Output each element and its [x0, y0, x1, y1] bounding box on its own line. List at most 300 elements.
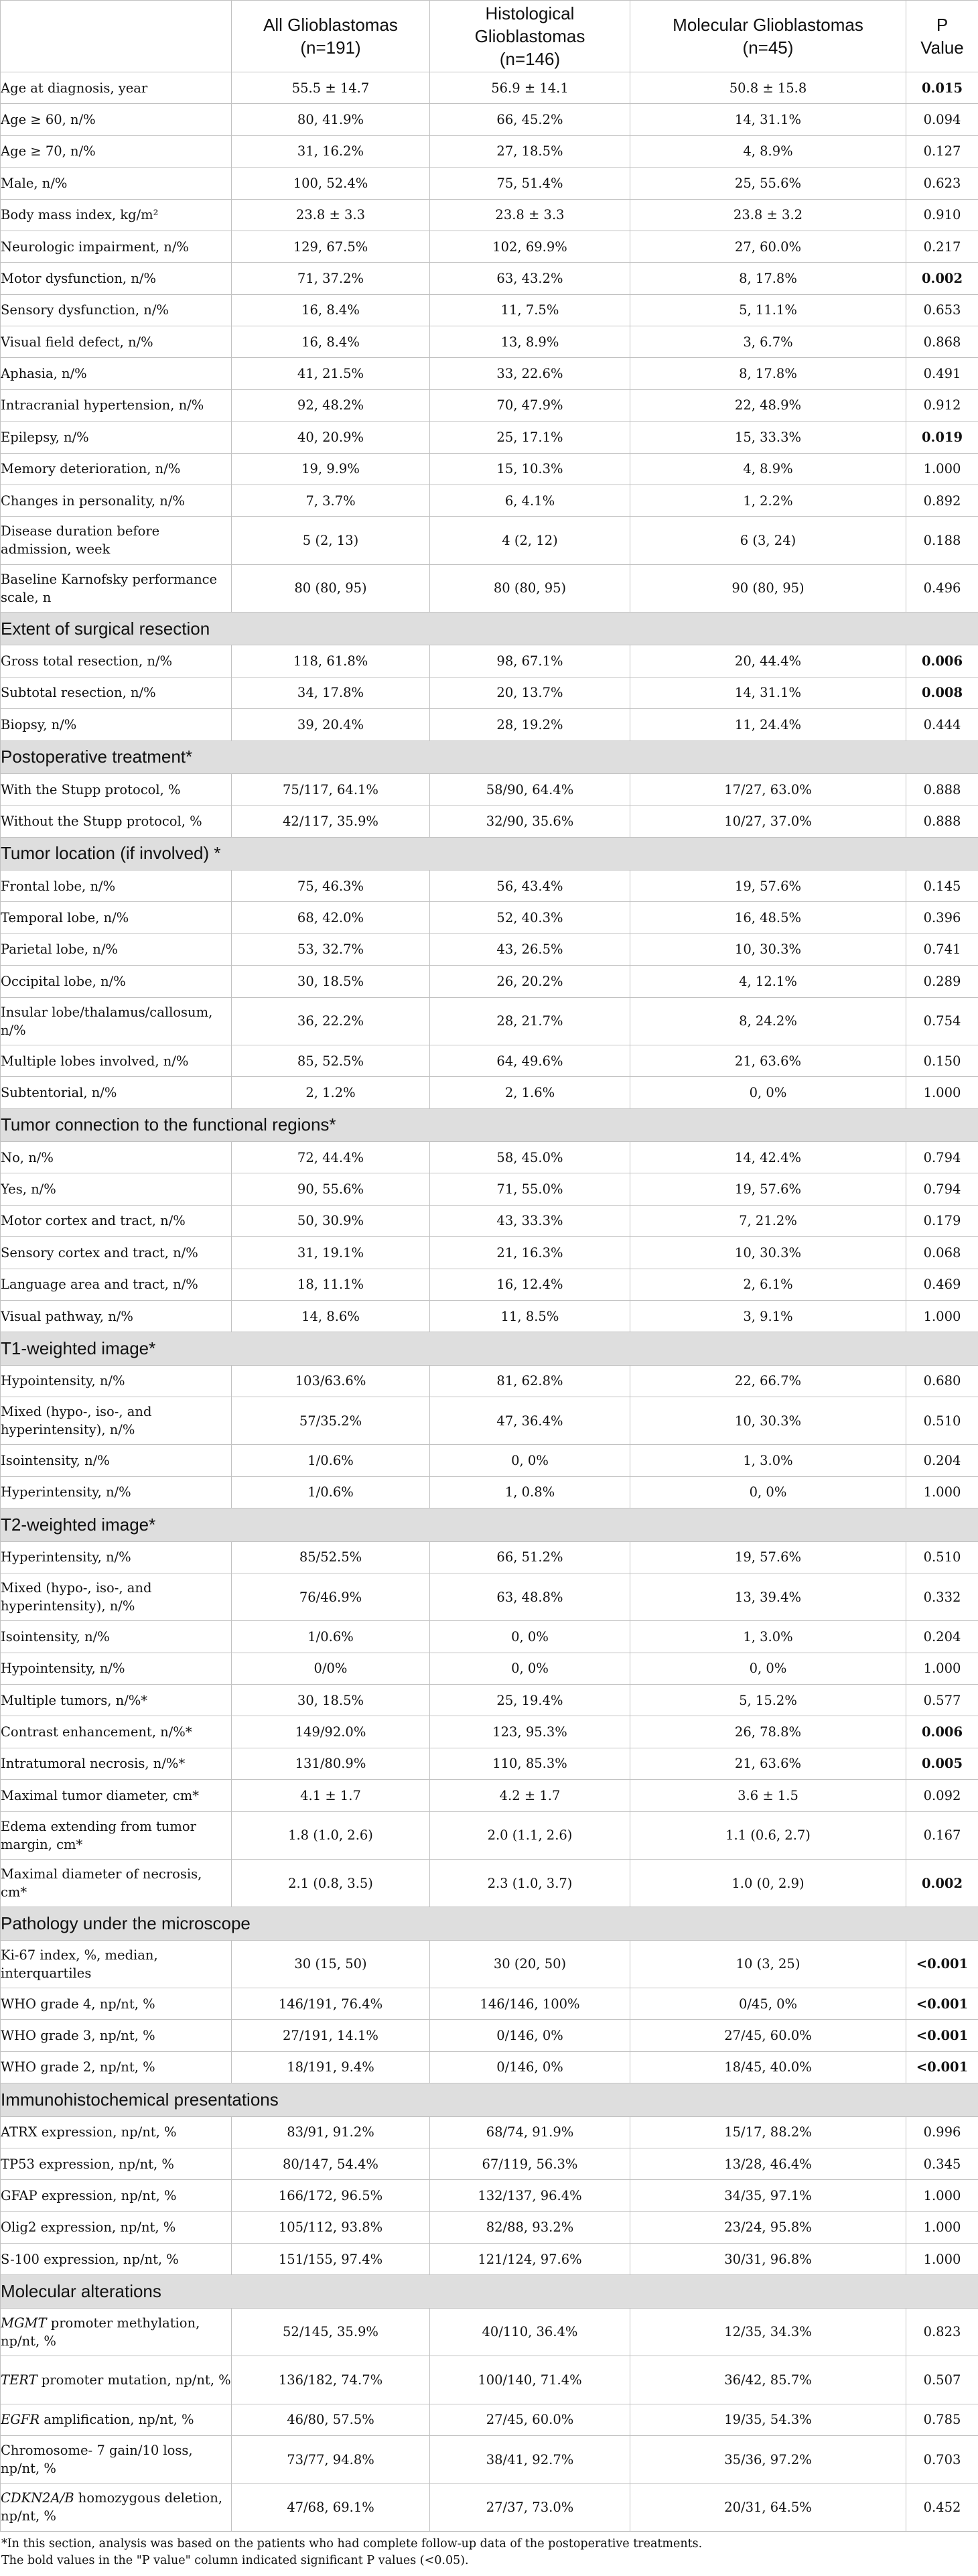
- row-label-cell: [1, 1621, 232, 1653]
- value-histological: 26, 20.2%: [430, 966, 630, 997]
- section-title: Extent of surgical resection: [1, 613, 978, 645]
- header-p-line2: Value: [920, 38, 964, 58]
- value-molecular: 15, 33.3%: [630, 422, 906, 453]
- value-all: 80/147, 54.4%: [232, 2148, 430, 2179]
- table-row: [1, 104, 978, 135]
- table-row: [1, 1716, 978, 1748]
- table-row: [1, 135, 978, 167]
- row-label: Neurologic impairment, n/%: [1, 239, 189, 255]
- p-value: 0.892: [906, 485, 978, 516]
- table-row: [1, 2308, 978, 2356]
- row-label-cell: [1, 2308, 232, 2356]
- row-label: With the Stupp protocol, %: [1, 781, 181, 797]
- value-histological: 30 (20, 50): [430, 1940, 630, 1988]
- row-label: Motor cortex and tract, n/%: [1, 1213, 186, 1229]
- value-molecular: 7, 21.2%: [630, 1205, 906, 1236]
- gene-name: EGFR: [1, 2412, 40, 2428]
- p-value: 0.204: [906, 1445, 978, 1476]
- table-row: [1, 1237, 978, 1269]
- section-title: Molecular alterations: [1, 2275, 978, 2308]
- table-row: [1, 966, 978, 997]
- value-molecular: 4, 8.9%: [630, 453, 906, 485]
- row-label-cell: [1, 1940, 232, 1988]
- value-histological: 82/88, 93.2%: [430, 2211, 630, 2243]
- value-molecular: 10/27, 37.0%: [630, 806, 906, 837]
- table-row: [1, 1300, 978, 1332]
- value-histological: 38/41, 92.7%: [430, 2435, 630, 2483]
- value-histological: 13, 8.9%: [430, 326, 630, 358]
- p-value: 0.145: [906, 871, 978, 902]
- row-label-cell: [1, 1859, 232, 1907]
- row-label: Subtotal resection, n/%: [1, 685, 156, 701]
- row-label-cell: [1, 2356, 232, 2404]
- value-molecular: 10, 30.3%: [630, 1397, 906, 1445]
- value-molecular: 10, 30.3%: [630, 933, 906, 965]
- table-row: [1, 709, 978, 740]
- section-title: Tumor location (if involved) *: [1, 837, 978, 870]
- table-row: [1, 358, 978, 389]
- table-row: [1, 677, 978, 708]
- table-row: [1, 1269, 978, 1300]
- value-all: 18, 11.1%: [232, 1269, 430, 1300]
- p-value: 0.491: [906, 358, 978, 389]
- row-label: Biopsy, n/%: [1, 716, 77, 732]
- section-header-row: [1, 1108, 978, 1141]
- row-label: Hyperintensity, n/%: [1, 1484, 131, 1500]
- p-value: 0.188: [906, 517, 978, 564]
- value-molecular: 21, 63.6%: [630, 1045, 906, 1076]
- section-header-row: [1, 2083, 978, 2116]
- section-header-row: [1, 1907, 978, 1940]
- row-label: Hyperintensity, n/%: [1, 1549, 131, 1565]
- table-row: [1, 2484, 978, 2531]
- section-header-row: [1, 1332, 978, 1365]
- row-label-cell: [1, 806, 232, 837]
- row-label-cell: [1, 1811, 232, 1859]
- value-all: 118, 61.8%: [232, 645, 430, 677]
- p-value: 0.794: [906, 1173, 978, 1205]
- table-row: [1, 1573, 978, 1620]
- row-label-cell: [1, 709, 232, 740]
- value-all: 19, 9.9%: [232, 453, 430, 485]
- p-value: 0.002: [906, 1859, 978, 1907]
- value-molecular: 0, 0%: [630, 1653, 906, 1684]
- value-all: 53, 32.7%: [232, 933, 430, 965]
- value-histological: 56.9 ± 14.1: [430, 72, 630, 104]
- row-label: Subtentorial, n/%: [1, 1084, 117, 1100]
- table-row: [1, 453, 978, 485]
- p-value: 0.008: [906, 677, 978, 708]
- row-label: Epilepsy, n/%: [1, 429, 89, 445]
- row-label-cell: [1, 135, 232, 167]
- p-value: 0.289: [906, 966, 978, 997]
- row-label: Mixed (hypo-, iso-, and hyperintensity), n/%: [1, 1404, 152, 1438]
- value-histological: 58/90, 64.4%: [430, 773, 630, 805]
- section-title: T1-weighted image*: [1, 1332, 978, 1365]
- row-label-cell: [1, 1269, 232, 1300]
- p-value: 0.510: [906, 1541, 978, 1573]
- value-molecular: 50.8 ± 15.8: [630, 72, 906, 104]
- value-histological: 121/124, 97.6%: [430, 2244, 630, 2275]
- section-title: Immunohistochemical presentations: [1, 2083, 978, 2116]
- value-molecular: 3.6 ± 1.5: [630, 1780, 906, 1811]
- row-label-cell: [1, 677, 232, 708]
- header-hist-count: (n=146): [499, 49, 561, 69]
- row-label: Maximal diameter of necrosis, cm*: [1, 1866, 202, 1901]
- table-row: [1, 1748, 978, 1779]
- row-label-cell: [1, 199, 232, 231]
- table-row: [1, 294, 978, 326]
- value-histological: 100/140, 71.4%: [430, 2356, 630, 2404]
- table-row: [1, 2244, 978, 2275]
- header-all-title: All Glioblastomas: [263, 15, 398, 35]
- footnote-postoperative: *In this section, analysis was based on the patients who had complete follow-up data of the postoperative treatments.: [1, 2536, 703, 2551]
- table-header-row: [1, 1, 978, 72]
- p-value: 1.000: [906, 1653, 978, 1684]
- p-value: 0.150: [906, 1045, 978, 1076]
- value-all: 103/63.6%: [232, 1365, 430, 1397]
- p-value: 0.703: [906, 2435, 978, 2483]
- value-histological: 110, 85.3%: [430, 1748, 630, 1779]
- table-row: [1, 902, 978, 933]
- value-all: 40, 20.9%: [232, 422, 430, 453]
- value-all: 75/117, 64.1%: [232, 773, 430, 805]
- row-label-cell: [1, 1173, 232, 1205]
- value-histological: 63, 48.8%: [430, 1573, 630, 1620]
- p-value: 0.510: [906, 1397, 978, 1445]
- row-label: Age ≥ 70, n/%: [1, 143, 96, 159]
- value-histological: 70, 47.9%: [430, 389, 630, 421]
- row-label: Frontal lobe, n/%: [1, 878, 116, 894]
- row-label: Age ≥ 60, n/%: [1, 112, 96, 128]
- row-label-cell: [1, 168, 232, 199]
- table-row: [1, 231, 978, 262]
- value-all: 105/112, 93.8%: [232, 2211, 430, 2243]
- value-histological: 27/37, 73.0%: [430, 2484, 630, 2531]
- value-molecular: 22, 66.7%: [630, 1365, 906, 1397]
- row-label: Intratumoral necrosis, n/%*: [1, 1756, 186, 1772]
- value-all: 85, 52.5%: [232, 1045, 430, 1076]
- table-row: [1, 997, 978, 1045]
- table-row: [1, 2435, 978, 2483]
- row-label: ATRX expression, np/nt, %: [1, 2124, 177, 2140]
- section-header-row: [1, 837, 978, 870]
- value-all: 14, 8.6%: [232, 1300, 430, 1332]
- row-label-cell: [1, 485, 232, 516]
- row-label-cell: [1, 2180, 232, 2211]
- p-value: 0.469: [906, 1269, 978, 1300]
- value-all: 68, 42.0%: [232, 902, 430, 933]
- value-all: 31, 19.1%: [232, 1237, 430, 1269]
- p-value: 0.577: [906, 1685, 978, 1716]
- table-row: [1, 2180, 978, 2211]
- section-title: Postoperative treatment*: [1, 740, 978, 773]
- value-histological: 33, 22.6%: [430, 358, 630, 389]
- header-molecular-glioblastomas: [630, 1, 906, 72]
- row-label-cell: [1, 104, 232, 135]
- table-row: [1, 1077, 978, 1108]
- value-all: 7, 3.7%: [232, 485, 430, 516]
- row-label: WHO grade 2, np/nt, %: [1, 2059, 155, 2075]
- value-all: 151/155, 97.4%: [232, 2244, 430, 2275]
- value-all: 1/0.6%: [232, 1445, 430, 1476]
- value-molecular: 4, 12.1%: [630, 966, 906, 997]
- row-label-cell: [1, 1397, 232, 1445]
- value-all: 18/191, 9.4%: [232, 2051, 430, 2083]
- table-row: [1, 773, 978, 805]
- value-molecular: 34/35, 97.1%: [630, 2180, 906, 2211]
- table-row: [1, 199, 978, 231]
- row-label-cell: [1, 1365, 232, 1397]
- row-label: Disease duration before admission, week: [1, 523, 160, 558]
- table-body: [1, 72, 978, 2532]
- value-histological: 43, 33.3%: [430, 1205, 630, 1236]
- value-all: 136/182, 74.7%: [232, 2356, 430, 2404]
- value-molecular: 1, 2.2%: [630, 485, 906, 516]
- value-histological: 20, 13.7%: [430, 677, 630, 708]
- p-value: 0.653: [906, 294, 978, 326]
- header-characteristic: [1, 1, 232, 72]
- table-row: [1, 2020, 978, 2051]
- value-molecular: 19, 57.6%: [630, 1173, 906, 1205]
- row-label: homozygous deletion, np/nt, %: [1, 2490, 222, 2524]
- row-label-cell: [1, 564, 232, 612]
- p-value: 0.015: [906, 72, 978, 104]
- table-row: [1, 1205, 978, 1236]
- row-label-cell: [1, 1685, 232, 1716]
- row-label: Chromosome- 7 gain/10 loss, np/nt, %: [1, 2443, 193, 2477]
- table-row: [1, 1445, 978, 1476]
- p-value: 1.000: [906, 1476, 978, 1508]
- value-histological: 32/90, 35.6%: [430, 806, 630, 837]
- p-value: 0.623: [906, 168, 978, 199]
- value-all: 39, 20.4%: [232, 709, 430, 740]
- value-all: 30 (15, 50): [232, 1940, 430, 1988]
- row-label: Occipital lobe, n/%: [1, 973, 126, 989]
- row-label: Hypointensity, n/%: [1, 1661, 125, 1677]
- p-value: 0.888: [906, 773, 978, 805]
- table-row: [1, 2356, 978, 2404]
- p-value: 0.345: [906, 2148, 978, 2179]
- table-row: [1, 1541, 978, 1573]
- table-row: [1, 1397, 978, 1445]
- row-label-cell: [1, 2148, 232, 2179]
- value-all: 146/191, 76.4%: [232, 1988, 430, 2020]
- p-value: 1.000: [906, 1300, 978, 1332]
- row-label-cell: [1, 2116, 232, 2148]
- row-label: GFAP expression, np/nt, %: [1, 2187, 177, 2203]
- row-label: Visual pathway, n/%: [1, 1308, 133, 1324]
- p-value: 0.507: [906, 2356, 978, 2404]
- row-label: Mixed (hypo-, iso-, and hyperintensity), n/%: [1, 1580, 152, 1614]
- value-all: 4.1 ± 1.7: [232, 1780, 430, 1811]
- table-row: [1, 1653, 978, 1684]
- value-molecular: 30/31, 96.8%: [630, 2244, 906, 2275]
- value-histological: 67/119, 56.3%: [430, 2148, 630, 2179]
- table-row: [1, 1811, 978, 1859]
- value-all: 42/117, 35.9%: [232, 806, 430, 837]
- value-histological: 132/137, 96.4%: [430, 2180, 630, 2211]
- p-value: 0.888: [906, 806, 978, 837]
- value-molecular: 8, 24.2%: [630, 997, 906, 1045]
- value-histological: 1, 0.8%: [430, 1476, 630, 1508]
- row-label-cell: [1, 645, 232, 677]
- header-p-line1: P: [936, 15, 949, 35]
- p-value: 0.396: [906, 902, 978, 933]
- table-row: [1, 1365, 978, 1397]
- value-molecular: 23/24, 95.8%: [630, 2211, 906, 2243]
- value-molecular: 90 (80, 95): [630, 564, 906, 612]
- p-value: 0.204: [906, 1621, 978, 1653]
- p-value: 0.823: [906, 2308, 978, 2356]
- row-label: Aphasia, n/%: [1, 366, 87, 382]
- value-molecular: 1.0 (0, 2.9): [630, 1859, 906, 1907]
- value-histological: 25, 17.1%: [430, 422, 630, 453]
- value-all: 34, 17.8%: [232, 677, 430, 708]
- section-header-row: [1, 1508, 978, 1541]
- gene-name: TERT: [1, 2372, 38, 2388]
- value-histological: 71, 55.0%: [430, 1173, 630, 1205]
- value-molecular: 0, 0%: [630, 1077, 906, 1108]
- row-label: Yes, n/%: [1, 1181, 56, 1198]
- table-row: [1, 1780, 978, 1811]
- value-histological: 28, 19.2%: [430, 709, 630, 740]
- row-label: Contrast enhancement, n/%*: [1, 1724, 192, 1740]
- value-all: 2, 1.2%: [232, 1077, 430, 1108]
- value-all: 47/68, 69.1%: [232, 2484, 430, 2531]
- row-label: Maximal tumor diameter, cm*: [1, 1787, 200, 1803]
- row-label-cell: [1, 2404, 232, 2435]
- row-label: Isointensity, n/%: [1, 1453, 110, 1469]
- value-histological: 66, 51.2%: [430, 1541, 630, 1573]
- value-molecular: 14, 31.1%: [630, 104, 906, 135]
- value-all: 83/91, 91.2%: [232, 2116, 430, 2148]
- section-title: T2-weighted image*: [1, 1508, 978, 1541]
- p-value: 0.332: [906, 1573, 978, 1620]
- value-molecular: 26, 78.8%: [630, 1716, 906, 1748]
- value-all: 5 (2, 13): [232, 517, 430, 564]
- header-mol-count: (n=45): [742, 38, 794, 58]
- p-value: 0.910: [906, 199, 978, 231]
- value-molecular: 19, 57.6%: [630, 871, 906, 902]
- value-all: 52/145, 35.9%: [232, 2308, 430, 2356]
- value-histological: 21, 16.3%: [430, 1237, 630, 1269]
- gene-name: CDKN2A/B: [1, 2490, 74, 2506]
- value-molecular: 5, 15.2%: [630, 1685, 906, 1716]
- value-histological: 11, 8.5%: [430, 1300, 630, 1332]
- gene-name: MGMT: [1, 2315, 47, 2331]
- row-label: TP53 expression, np/nt, %: [1, 2156, 174, 2172]
- value-all: 36, 22.2%: [232, 997, 430, 1045]
- value-molecular: 5, 11.1%: [630, 294, 906, 326]
- row-label: Intracranial hypertension, n/%: [1, 397, 204, 413]
- row-label-cell: [1, 2211, 232, 2243]
- value-molecular: 1.1 (0.6, 2.7): [630, 1811, 906, 1859]
- value-molecular: 8, 17.8%: [630, 263, 906, 294]
- value-histological: 102, 69.9%: [430, 231, 630, 262]
- table-row: [1, 2148, 978, 2179]
- row-label-cell: [1, 263, 232, 294]
- p-value: 0.217: [906, 231, 978, 262]
- row-label: Olig2 expression, np/nt, %: [1, 2219, 176, 2236]
- value-histological: 27/45, 60.0%: [430, 2404, 630, 2435]
- table-row: [1, 517, 978, 564]
- row-label-cell: [1, 2051, 232, 2083]
- row-label: Insular lobe/thalamus/callosum, n/%: [1, 1004, 213, 1038]
- value-histological: 47, 36.4%: [430, 1397, 630, 1445]
- value-histological: 15, 10.3%: [430, 453, 630, 485]
- p-value: 0.912: [906, 389, 978, 421]
- value-molecular: 1, 3.0%: [630, 1621, 906, 1653]
- row-label-cell: [1, 1045, 232, 1076]
- row-label: Age at diagnosis, year: [1, 80, 148, 96]
- table-row: [1, 168, 978, 199]
- value-molecular: 27/45, 60.0%: [630, 2020, 906, 2051]
- value-molecular: 10, 30.3%: [630, 1237, 906, 1269]
- value-all: 46/80, 57.5%: [232, 2404, 430, 2435]
- footnote-bold-values: The bold values in the "P value" column indicated significant P values (<0.05).: [1, 2553, 469, 2567]
- table-row: [1, 645, 978, 677]
- row-label: Without the Stupp protocol, %: [1, 813, 202, 829]
- value-all: 23.8 ± 3.3: [232, 199, 430, 231]
- table-row: [1, 326, 978, 358]
- row-label-cell: [1, 2435, 232, 2483]
- value-all: 30, 18.5%: [232, 966, 430, 997]
- row-label: promoter mutation, np/nt, %: [41, 2372, 231, 2388]
- value-molecular: 20, 44.4%: [630, 645, 906, 677]
- value-molecular: 0/45, 0%: [630, 1988, 906, 2020]
- p-value: 0.785: [906, 2404, 978, 2435]
- value-histological: 2.3 (1.0, 3.7): [430, 1859, 630, 1907]
- value-all: 41, 21.5%: [232, 358, 430, 389]
- row-label-cell: [1, 1205, 232, 1236]
- value-histological: 23.8 ± 3.3: [430, 199, 630, 231]
- value-molecular: 18/45, 40.0%: [630, 2051, 906, 2083]
- p-value: 0.794: [906, 1142, 978, 1173]
- value-histological: 11, 7.5%: [430, 294, 630, 326]
- row-label: Multiple lobes involved, n/%: [1, 1053, 189, 1069]
- section-title: Tumor connection to the functional regions*: [1, 1108, 978, 1141]
- row-label-cell: [1, 1716, 232, 1748]
- value-all: 16, 8.4%: [232, 326, 430, 358]
- value-molecular: 23.8 ± 3.2: [630, 199, 906, 231]
- row-label: Ki-67 index, %, median, interquartiles: [1, 1947, 158, 1981]
- value-molecular: 12/35, 34.3%: [630, 2308, 906, 2356]
- row-label: Edema extending from tumor margin, cm*: [1, 1818, 196, 1852]
- value-histological: 40/110, 36.4%: [430, 2308, 630, 2356]
- row-label-cell: [1, 294, 232, 326]
- header-mol-title: Molecular Glioblastomas: [673, 15, 863, 35]
- row-label-cell: [1, 1780, 232, 1811]
- p-value: 1.000: [906, 2180, 978, 2211]
- row-label: Parietal lobe, n/%: [1, 942, 118, 958]
- table-row: [1, 2211, 978, 2243]
- p-value: 1.000: [906, 453, 978, 485]
- row-label: Temporal lobe, n/%: [1, 910, 129, 926]
- table-row: [1, 263, 978, 294]
- table-row: [1, 1621, 978, 1653]
- table-footnotes: [0, 2536, 978, 2569]
- value-histological: 68/74, 91.9%: [430, 2116, 630, 2148]
- value-all: 90, 55.6%: [232, 1173, 430, 1205]
- value-molecular: 6 (3, 24): [630, 517, 906, 564]
- value-histological: 2, 1.6%: [430, 1077, 630, 1108]
- row-label: Gross total resection, n/%: [1, 653, 173, 669]
- value-all: 75, 46.3%: [232, 871, 430, 902]
- table-row: [1, 422, 978, 453]
- value-all: 166/172, 96.5%: [232, 2180, 430, 2211]
- row-label-cell: [1, 902, 232, 933]
